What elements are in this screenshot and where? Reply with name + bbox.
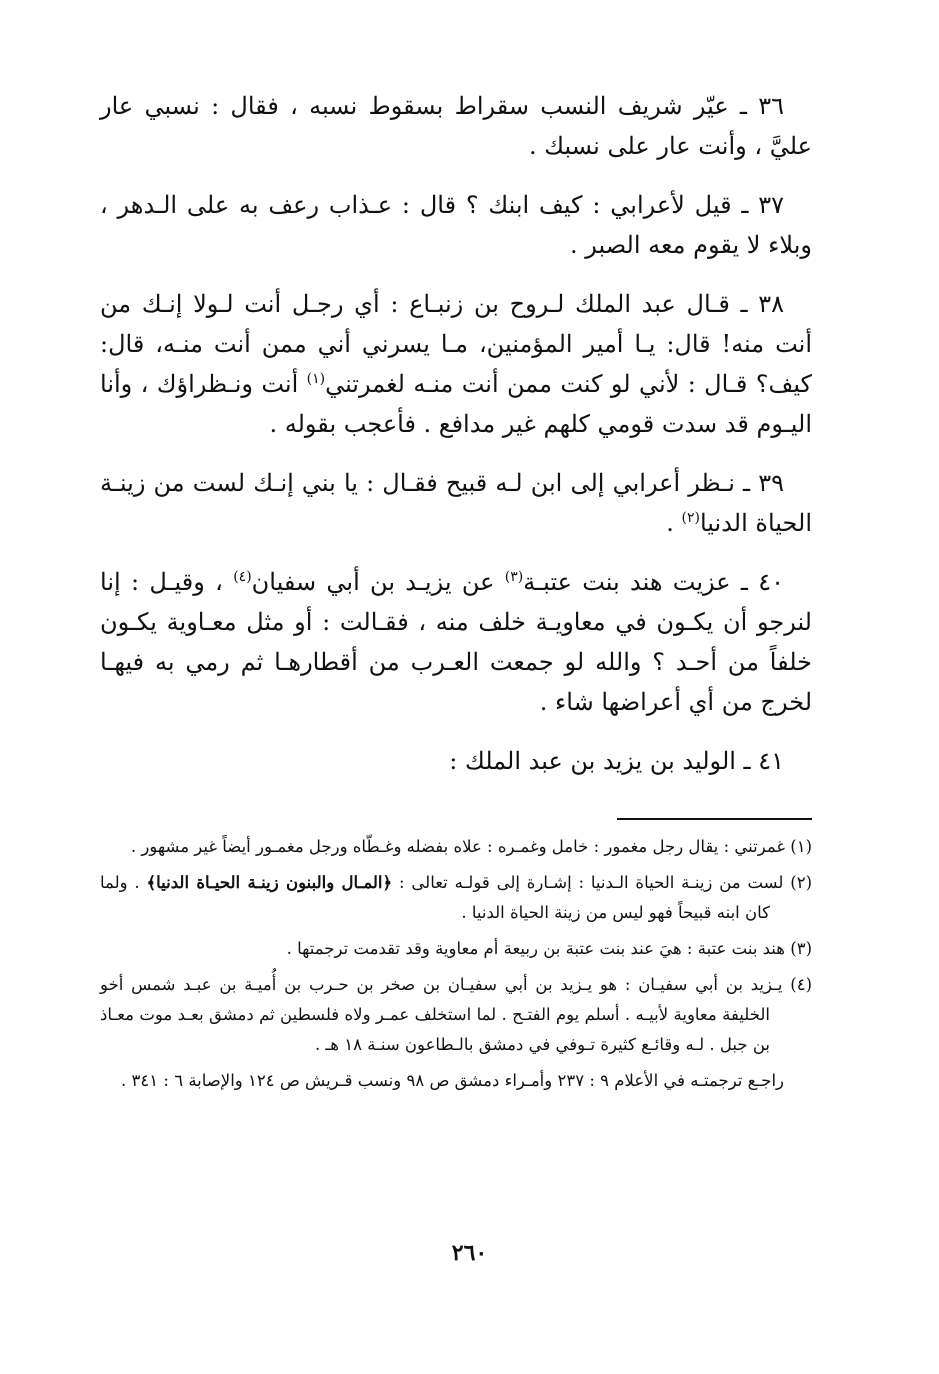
- paragraph-40-text-a: ٤٠ ـ عزيت هند بنت عتبـة: [523, 568, 784, 596]
- paragraph-36: ٣٦ ـ عيّر شريف النسب سقراط بسقوط نسبه ، فقال : نسبي عار عليَّ ، وأنت عار على نسبك .: [100, 92, 812, 160]
- paragraph-37: ٣٧ ـ قيل لأعرابي : كيف ابنك ؟ قال : عـذاب رعف به على الـدهر ، وبلاء لا يقوم معه الصبر .: [100, 191, 812, 259]
- footnote-4: (٤) يـزيد بن أبي سفيـان : هو يـزيد بن أبي سفيـان بن صخر بن حـرب بن أُميـة بن عبـد شمس أخو الخليفة معاوية لأبيـه . أسلم يوم الفتـح . لما استخلف عمـر ولاه فلسطين ثم دمشق بعـد موت معـاذ بن جبل . لـه وقائـع كثيرة تـوفي في دمشق بالـطاعون سنـة ١٨ هـ .: [100, 975, 812, 1054]
- paragraph-39: [100, 463, 812, 543]
- footnote-separator: [617, 818, 812, 820]
- paragraph-40-text-b: عن يزيـد بن أبي سفيان: [251, 568, 505, 596]
- paragraph-41: ٤١ ـ الوليد بن يزيد بن عبد الملك :: [449, 747, 784, 775]
- paragraph-38: [100, 284, 812, 444]
- quran-quote: ﴿المـال والبنون زينـة الحيـاة الدنيا﴾: [146, 873, 393, 892]
- footnote-ref-2: (٢): [681, 510, 700, 526]
- footnote-2: [100, 868, 812, 928]
- paragraph-39-text-a: ٣٩ ـ نـظر أعرابي إلى ابن لـه قبيح فقـال : يا بني إنـك لست من زينـة الحياة الدنيا: [100, 469, 812, 537]
- footnotes: [100, 832, 812, 1102]
- main-text: [100, 86, 812, 781]
- footnote-3: (٣) هند بنت عتبة : هيَ عند بنت عتبة بن ربيعة أم معاوية وقد تقدمت ترجمتها .: [286, 939, 812, 958]
- paragraph-39-text-b: .: [666, 509, 682, 537]
- paragraph-40-text-c: ، وقيـل : إنا لنرجو أن يكـون في معاويـة خلف منه ، فقـالت : أو مثل معـاوية يكـون خلفاً من أحـد ؟ والله لو جمعت العـرب من أقطارهـا ثم رمي به فيهـا لخرج من أي أعراضها شاء .: [100, 568, 813, 716]
- footnote-ref-1: (١): [306, 371, 326, 387]
- footnote-ref-4: (٤): [233, 569, 252, 585]
- footnote-2-text-b: . ولما كان ابنه قبيحاً فهو ليس من زينة الحياة الدنيا .: [100, 873, 770, 922]
- paragraph-40: [100, 562, 812, 722]
- paragraph-38-text-b: أنت ونـظراؤك ، وأنا اليـوم قد سدت قومي كلهم غير مدافع . فأعجب بقوله .: [100, 370, 812, 438]
- paragraph-38-text-a: ٣٨ ـ قـال عبد الملك لـروح بن زنبـاع : أي رجـل أنت لـولا إنـك من أنت منه! قال: يـا أمير المؤمنين، مـا يسرني أني ممن أنت منـه، قال: كيف؟ قـال : لأني لو كنت ممن أنت منـه لغمرتني: [100, 290, 812, 398]
- footnote-2-text-a: (٢) لست من زينـة الحياة الـدنيا : إشـارة إلى قولـه تعالى :: [392, 873, 812, 892]
- footnote-1: (١) غمرتني : يقال رجل مغمور : خامل وغمـره : علاه بفضله وغـطّاه ورجل مغمـور أيضاً غير مشهور .: [130, 837, 812, 856]
- footnote-ref-3: (٣): [504, 569, 524, 585]
- footnote-references: راجـع ترجمتـه في الأعلام ٩ : ٢٣٧ وأمـراء دمشق ص ٩٨ ونسب قـريش ص ١٢٤ والإصابة ٦ : ٣٤١ .: [121, 1071, 784, 1090]
- page-number: ٢٦٠: [451, 1240, 488, 1266]
